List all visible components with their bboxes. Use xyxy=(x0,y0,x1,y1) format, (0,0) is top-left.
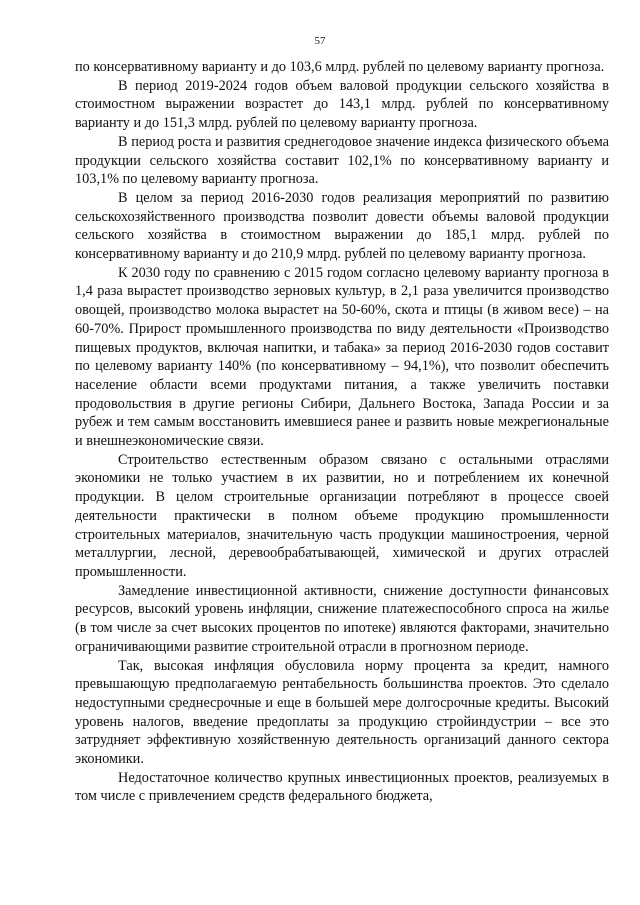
paragraph-7: Замедление инвестиционной активности, снижение доступности финансовых ресурсов, высокий уровень инфляции, снижение платежеспособного спроса на жилье (в том числе за счет высоких процентов по ипотеке) являются факторами, значительно ограничивающими развитие строительной отрасли в прогнозном периоде. xyxy=(75,582,609,655)
paragraph-8: Так, высокая инфляция обусловила норму процента за кредит, намного превышающую предполагаемую рентабельность большинства проектов. Это сделало недоступными среднесрочные и еще в большей мере долгосрочные кредиты. Высокий уровень налогов, введение предоплаты за продукцию стройиндустрии – все это затрудняет эффективную хозяйственную деятельность организаций данного сектора экономики. xyxy=(75,657,609,768)
document-body xyxy=(75,58,609,806)
paragraph-9: Недостаточное количество крупных инвестиционных проектов, реализуемых в том числе с привлечением средств федерального бюджета, xyxy=(75,769,609,805)
paragraph-1-continuation: по консервативному варианту и до 103,6 млрд. рублей по целевому варианту прогноза. xyxy=(75,59,605,75)
paragraph-5: К 2030 году по сравнению с 2015 годом согласно целевому варианту прогноза в 1,4 раза вырастет производство зерновых культур, в 2,1 раза увеличится производство овощей, производство молока вырастет на 50-60%, скота и птицы (в живом весе) – на 60-70%. Прирост промышленного производства по виду деятельности «Производство пищевых продуктов, включая напитки, и табака» за период 2016-2030 годов составит по целевому варианту 140% (по консервативному – 94,1%), что позволит обеспечить население области всеми продуктами питания, а также увеличить поставки продовольствия в другие регионы Сибири, Дальнего Востока, Запада России и за рубеж и тем самым восстановить имевшиеся ранее и развить новые межрегиональные и внешнеэкономические связи. xyxy=(75,264,609,450)
paragraph-2: В период 2019-2024 годов объем валовой продукции сельского хозяйства в стоимостном выражении возрастет до 143,1 млрд. рублей по консервативному варианту и до 151,3 млрд. рублей по целевому варианту прогноза. xyxy=(75,77,609,132)
page-number: 57 xyxy=(314,35,326,47)
paragraph-4: В целом за период 2016-2030 годов реализация мероприятий по развитию сельскохозяйственного производства позволит довести объемы валовой продукции сельского хозяйства в стоимостном выражении до 185,1 млрд. рублей по консервативному варианту и до 210,9 млрд. рублей по целевому варианту прогноза. xyxy=(75,189,609,263)
paragraph-6: Строительство естественным образом связано с остальными отраслями экономики не только участием в их развитии, но и потреблением их конечной продукции. В целом строительные организации потребляют в процессе своей деятельности практически в полном объеме продукцию промышленности строительных материалов, значительную часть продукции машиностроения, черной металлургии, лесной, деревообрабатывающей, химической и других отраслей промышленности. xyxy=(75,451,609,580)
paragraph-3: В период роста и развития среднегодовое значение индекса физического объема продукции сельского хозяйства составит 102,1% по консервативному варианту и 103,1% по целевому варианту прогноза. xyxy=(75,133,609,188)
